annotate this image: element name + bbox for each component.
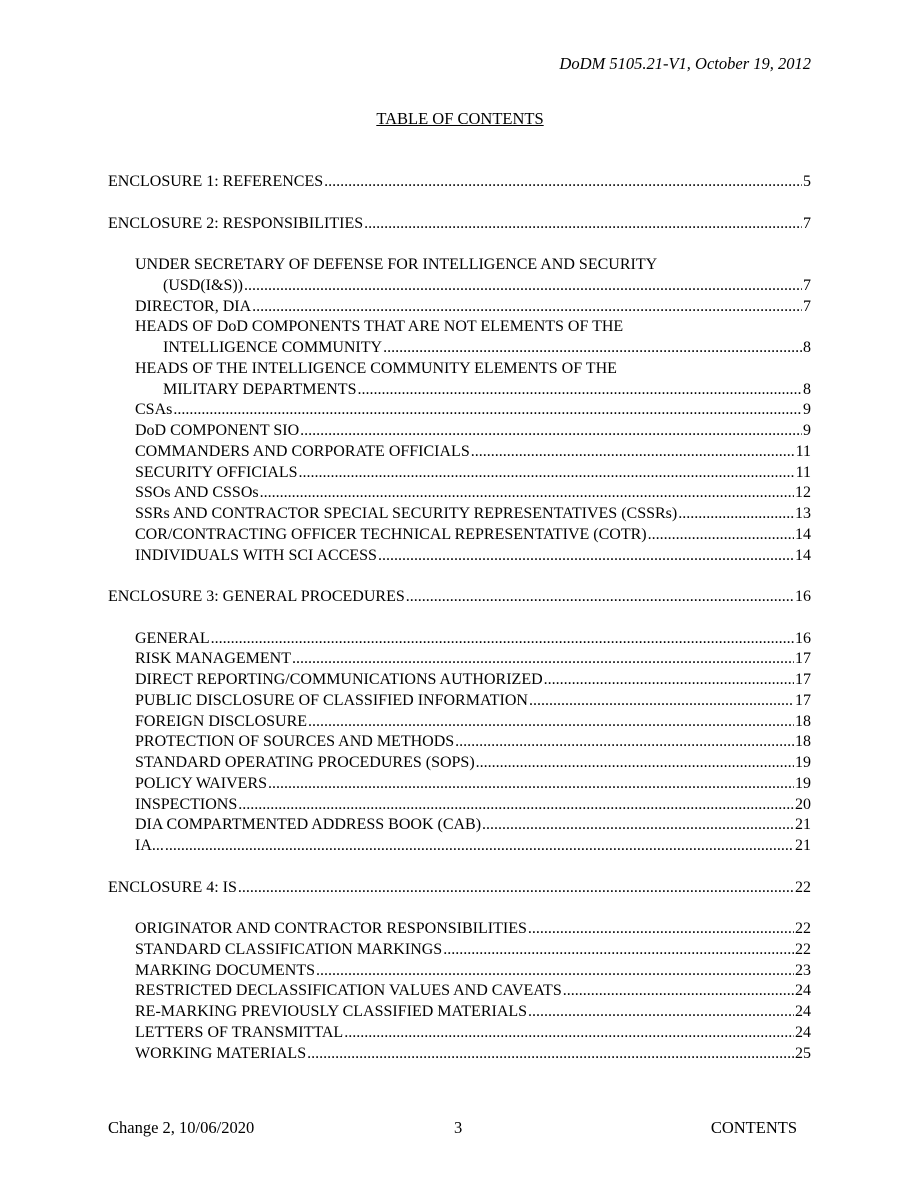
toc-entry-label: RISK MANAGEMENT bbox=[135, 650, 291, 668]
toc-entry-label: ENCLOSURE 4: IS bbox=[108, 878, 237, 896]
toc-entry-first-line: UNDER SECRETARY OF DEFENSE FOR INTELLIGENCE AND SECURITY bbox=[135, 256, 658, 273]
toc-section-entry[interactable] bbox=[108, 1044, 811, 1065]
footer-page-number: 3 bbox=[454, 1118, 463, 1137]
page-title: TABLE OF CONTENTS bbox=[376, 109, 544, 128]
dot-leader bbox=[260, 483, 794, 504]
dot-leader bbox=[244, 276, 802, 297]
toc-entry-label: WORKING MATERIALS bbox=[135, 1044, 307, 1062]
toc-entry-first-line: HEADS OF DoD COMPONENTS THAT ARE NOT ELEMENTS OF THE bbox=[135, 318, 624, 336]
toc-entry-page: 11 bbox=[795, 463, 811, 481]
toc-section-entry[interactable] bbox=[108, 338, 811, 359]
toc-entry-page: 9 bbox=[803, 422, 811, 439]
toc-entry-page: 18 bbox=[795, 733, 811, 751]
toc-entry-page: 17 bbox=[795, 671, 811, 688]
dot-leader bbox=[211, 629, 794, 650]
toc-section-entry[interactable] bbox=[108, 961, 811, 982]
toc-entry-page: 22 bbox=[795, 940, 811, 958]
toc-section-entry[interactable] bbox=[108, 753, 811, 774]
toc-entry-label: SECURITY OFFICIALS bbox=[135, 463, 298, 481]
toc-section-entry[interactable] bbox=[108, 795, 811, 816]
toc-entry-label: MILITARY DEPARTMENTS bbox=[163, 380, 357, 398]
toc-entry-label: RESTRICTED DECLASSIFICATION VALUES AND CAVEATS bbox=[135, 982, 562, 1000]
dot-leader bbox=[529, 691, 794, 712]
toc-entry-label: STANDARD CLASSIFICATION MARKINGS bbox=[135, 940, 443, 958]
toc-entry-page: 21 bbox=[795, 837, 811, 854]
footer-change: Change 2, 10/06/2020 bbox=[108, 1118, 255, 1137]
toc-entry-label: CSAs bbox=[135, 401, 173, 419]
toc-section-entry[interactable] bbox=[108, 442, 811, 463]
toc-entry-label: GENERAL bbox=[135, 629, 210, 647]
toc-entry-page: 5 bbox=[803, 173, 811, 190]
toc-section-entry[interactable] bbox=[108, 836, 811, 857]
toc-entry-page: 22 bbox=[795, 878, 811, 896]
toc-section-entry[interactable] bbox=[108, 297, 811, 318]
dot-leader bbox=[443, 940, 794, 961]
toc-entry-label: ENCLOSURE 1: REFERENCES bbox=[108, 173, 324, 190]
dot-leader bbox=[268, 774, 794, 795]
toc-spacer bbox=[108, 566, 811, 587]
dot-leader bbox=[299, 463, 795, 484]
toc-section-entry[interactable] bbox=[108, 940, 811, 961]
footer-section: CONTENTS bbox=[710, 1118, 797, 1137]
toc-section-entry[interactable] bbox=[108, 276, 811, 297]
toc-entry-page: 16 bbox=[795, 629, 811, 647]
dot-leader bbox=[648, 525, 794, 546]
toc-section-entry[interactable] bbox=[108, 815, 811, 836]
toc-section-entry[interactable] bbox=[108, 504, 811, 525]
toc-section-entry[interactable] bbox=[108, 732, 811, 753]
dot-leader bbox=[378, 546, 794, 567]
toc-entry-page: 19 bbox=[795, 754, 811, 771]
toc-entry-page: 22 bbox=[795, 920, 811, 937]
dot-leader bbox=[383, 338, 802, 359]
dot-leader bbox=[238, 878, 794, 899]
toc-entry-label: SSOs AND CSSOs bbox=[135, 484, 259, 502]
toc-entry-label: MARKING DOCUMENTS bbox=[135, 961, 316, 979]
toc-section-entry[interactable] bbox=[108, 691, 811, 712]
dot-leader bbox=[455, 732, 794, 753]
toc-entry-label: ENCLOSURE 2: RESPONSIBILITIES bbox=[108, 214, 364, 232]
toc-section-entry[interactable] bbox=[108, 380, 811, 401]
toc-section-entry[interactable] bbox=[108, 546, 811, 567]
toc-section-entry[interactable] bbox=[108, 649, 811, 670]
dot-leader bbox=[406, 587, 794, 608]
toc-entry-page: 20 bbox=[795, 795, 811, 813]
dot-leader bbox=[292, 649, 794, 670]
toc-section-entry[interactable] bbox=[108, 774, 811, 795]
toc-section-entry[interactable] bbox=[108, 629, 811, 650]
toc-entry-page: 24 bbox=[795, 982, 811, 1000]
toc-entry-page: 7 bbox=[803, 276, 811, 294]
toc-entry-page: 24 bbox=[795, 1003, 811, 1020]
toc-entry-page: 11 bbox=[795, 442, 811, 460]
toc-entry-label: RE-MARKING PREVIOUSLY CLASSIFIED MATERIALS bbox=[135, 1003, 528, 1020]
dot-leader bbox=[173, 400, 802, 421]
toc-entry-page: 8 bbox=[803, 380, 811, 398]
dot-leader bbox=[316, 961, 794, 982]
toc-section-entry[interactable] bbox=[108, 712, 811, 733]
toc-entry-label: DIA COMPARTMENTED ADDRESS BOOK (CAB) bbox=[135, 816, 482, 834]
dot-leader bbox=[364, 214, 802, 235]
toc-entry-label: COR/CONTRACTING OFFICER TECHNICAL REPRESENTATIVE (COTR) bbox=[135, 525, 647, 543]
toc-entry-label: COMMANDERS AND CORPORATE OFFICIALS bbox=[135, 442, 470, 460]
dot-leader bbox=[252, 297, 802, 318]
toc-spacer bbox=[108, 234, 811, 255]
toc-entry-label: PROTECTION OF SOURCES AND METHODS bbox=[135, 733, 455, 751]
toc-enclosure-entry[interactable] bbox=[108, 878, 811, 899]
toc-entry-label: LETTERS OF TRANSMITTAL bbox=[135, 1023, 344, 1041]
toc-entry-page: 17 bbox=[795, 650, 811, 668]
toc-entry-page: 16 bbox=[795, 588, 811, 605]
toc-entry-label: SSRs AND CONTRACTOR SPECIAL SECURITY REPRESENTATIVES (CSSRs) bbox=[135, 505, 678, 522]
toc-entry-label: INSPECTIONS bbox=[135, 795, 238, 813]
toc-entry-label: (USD(I&S)) bbox=[163, 276, 243, 294]
dot-leader bbox=[471, 442, 795, 463]
toc-entry-label: DIRECT REPORTING/COMMUNICATIONS AUTHORIZED bbox=[135, 671, 543, 688]
toc-entry-label: DoD COMPONENT SIO bbox=[135, 422, 300, 439]
toc-entry-page: 12 bbox=[795, 484, 811, 502]
toc-entry-label: FOREIGN DISCLOSURE bbox=[135, 712, 308, 730]
toc-spacer bbox=[108, 193, 811, 214]
dot-leader bbox=[238, 795, 794, 816]
toc-section-entry[interactable] bbox=[108, 525, 811, 546]
toc-enclosure-entry[interactable] bbox=[108, 587, 811, 608]
toc-section-entry[interactable] bbox=[108, 483, 811, 504]
dot-leader bbox=[678, 504, 794, 525]
toc-entry-label: DIRECTOR, DIA bbox=[135, 297, 252, 315]
toc-section-entry[interactable] bbox=[108, 670, 811, 691]
toc-entry-page: 8 bbox=[803, 339, 811, 356]
toc-spacer bbox=[108, 608, 811, 629]
toc-section-entry[interactable] bbox=[108, 919, 811, 940]
toc-spacer bbox=[108, 857, 811, 878]
toc-section-entry[interactable] bbox=[108, 1002, 811, 1023]
dot-leader bbox=[307, 1044, 794, 1065]
toc-entry-label: POLICY WAIVERS bbox=[135, 774, 268, 792]
toc-section-entry[interactable] bbox=[108, 1023, 811, 1044]
toc-section-entry[interactable] bbox=[108, 981, 811, 1002]
toc-section-entry[interactable] bbox=[108, 463, 811, 484]
document-header: DoDM 5105.21-V1, October 19, 2012 bbox=[559, 54, 811, 73]
toc-entry-page: 13 bbox=[795, 505, 811, 522]
dot-leader bbox=[165, 836, 794, 857]
toc-entry-page: 25 bbox=[795, 1044, 811, 1062]
toc-entry-page: 18 bbox=[795, 712, 811, 730]
dot-leader bbox=[357, 380, 802, 401]
dot-leader bbox=[300, 421, 802, 442]
toc-entry-label: ENCLOSURE 3: GENERAL PROCEDURES bbox=[108, 588, 405, 605]
toc-entry-first-line: HEADS OF THE INTELLIGENCE COMMUNITY ELEMENTS OF THE bbox=[135, 359, 617, 377]
toc-spacer bbox=[108, 898, 811, 919]
toc-entry-page: 7 bbox=[803, 214, 811, 232]
toc-entry-page: 14 bbox=[795, 525, 811, 543]
toc-entry-page: 19 bbox=[795, 774, 811, 792]
toc-entry-page: 14 bbox=[795, 546, 811, 564]
toc-entry-label: STANDARD OPERATING PROCEDURES (SOPS) bbox=[135, 754, 475, 771]
toc-entry-page: 7 bbox=[803, 297, 811, 315]
toc-enclosure-entry[interactable] bbox=[108, 172, 811, 193]
toc-entry-label: ORIGINATOR AND CONTRACTOR RESPONSIBILITIES bbox=[135, 920, 527, 937]
dot-leader bbox=[344, 1023, 794, 1044]
toc-section-entry[interactable] bbox=[108, 421, 811, 442]
toc-entry-page: 24 bbox=[795, 1023, 811, 1041]
toc-entry-label: INTELLIGENCE COMMUNITY bbox=[163, 339, 383, 356]
toc-section-entry[interactable] bbox=[108, 400, 811, 421]
dot-leader bbox=[476, 753, 794, 774]
toc-entry-label: INDIVIDUALS WITH SCI ACCESS bbox=[135, 546, 377, 564]
toc-entry-label: IA... bbox=[135, 837, 164, 854]
dot-leader bbox=[528, 1002, 794, 1023]
toc-entry-page: 23 bbox=[795, 961, 811, 979]
dot-leader bbox=[308, 712, 794, 733]
dot-leader bbox=[324, 172, 802, 193]
dot-leader bbox=[563, 981, 794, 1002]
toc-enclosure-entry[interactable] bbox=[108, 214, 811, 235]
toc-entry-page: 9 bbox=[803, 401, 811, 419]
dot-leader bbox=[544, 670, 794, 691]
table-of-contents bbox=[108, 172, 811, 1064]
dot-leader bbox=[528, 919, 794, 940]
toc-entry-page: 17 bbox=[795, 691, 811, 709]
toc-entry-page: 21 bbox=[795, 816, 811, 834]
toc-entry-label: PUBLIC DISCLOSURE OF CLASSIFIED INFORMATION bbox=[135, 691, 528, 709]
dot-leader bbox=[482, 815, 794, 836]
